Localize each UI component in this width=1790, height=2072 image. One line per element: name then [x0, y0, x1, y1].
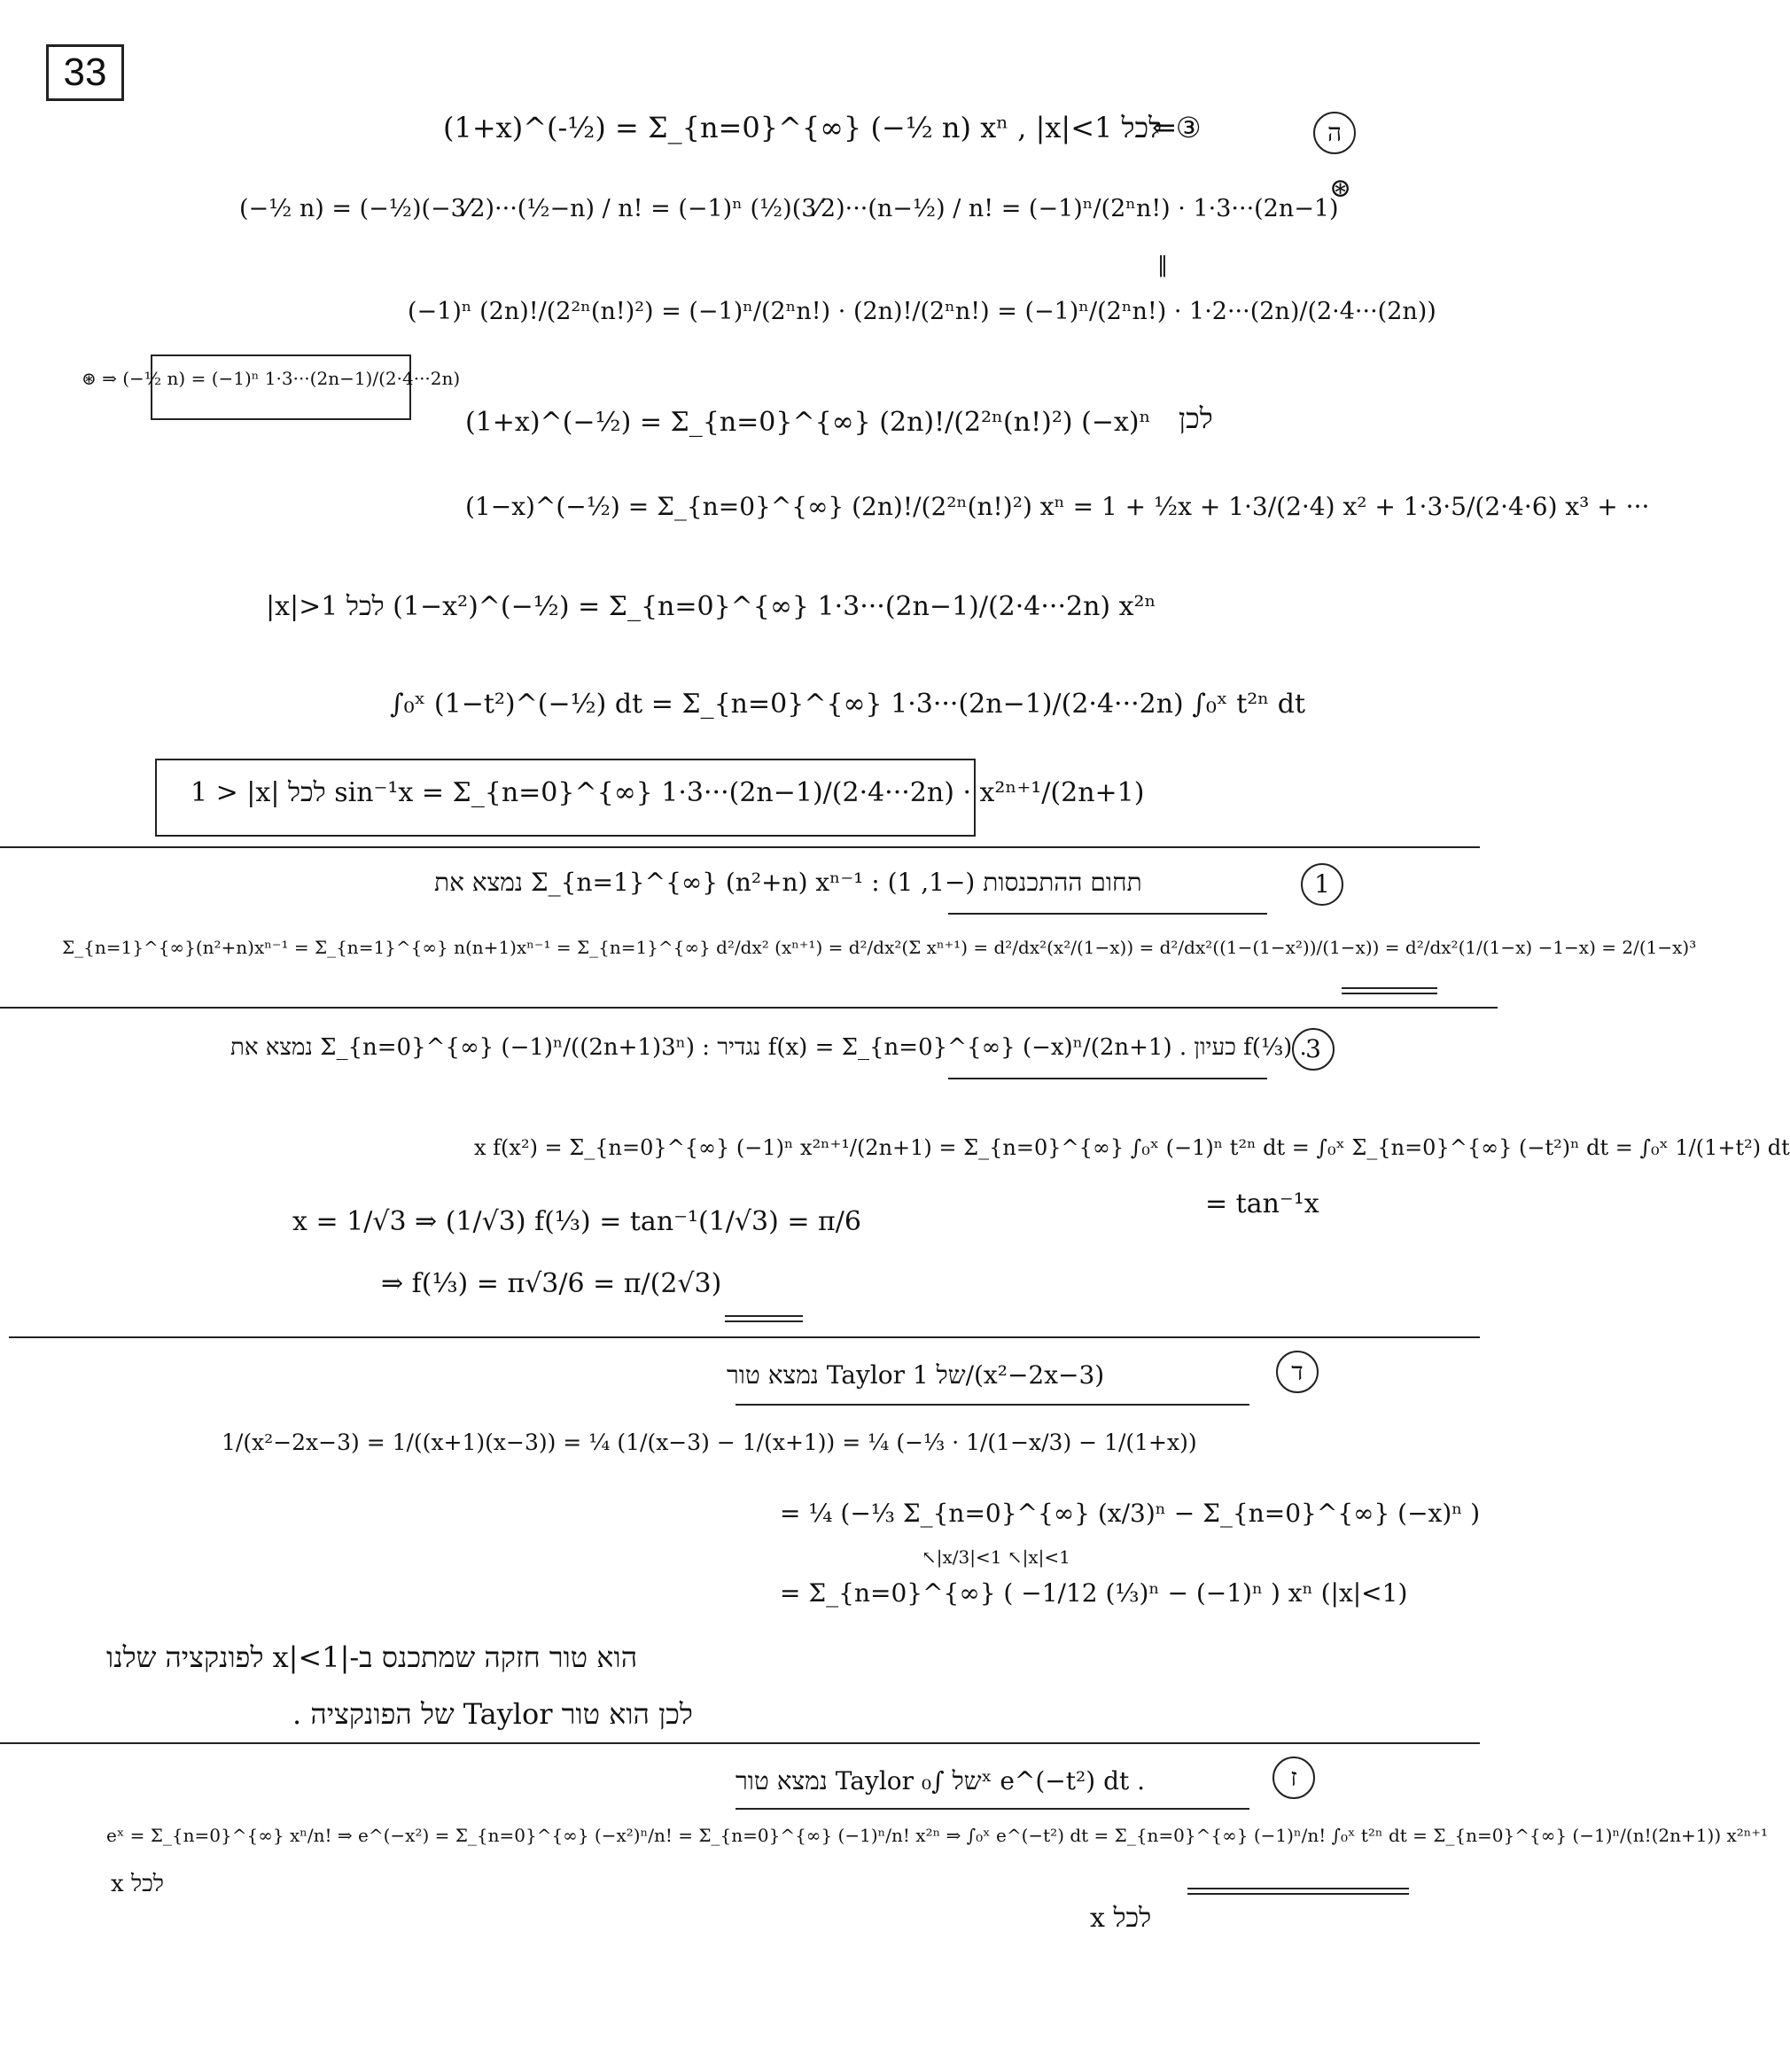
section-3-line-3: ⇒ f(⅓) = π√3/6 = π/(2√3) [381, 1268, 722, 1299]
section-1-result-underline [1342, 987, 1437, 989]
section-1-result-underline-2 [1342, 993, 1437, 994]
divider-4 [0, 1742, 1480, 1744]
section-h-star: ⊛ [1329, 173, 1352, 204]
section-1-line-1: Σ_{n=1}^{∞}(n²+n)xⁿ⁻¹ = Σ_{n=1}^{∞} n(n+1)xⁿ⁻¹ = Σ_{n=1}^{∞} d²/dx² (xⁿ⁺¹) = d²/dx²(Σ xⁿ⁺¹) = d²/dx²(x²/(1−x)) = d²/dx²((1−(1−x²))/(1−x)) = d²/dx²(1/(1−x) −1−x) = 2/(1−x)³ [62, 937, 1697, 958]
sin-inverse-result: 1 > |x| לכל sin⁻¹x = Σ_{n=0}^{∞} 1·3···(2n−1)/(2·4···2n) · x²ⁿ⁺¹/(2n+1) [191, 777, 1145, 808]
section-3-result-underline-2 [725, 1320, 803, 1322]
section-z-result-underline-2 [1187, 1893, 1409, 1895]
section-3-line-1: x f(x²) = Σ_{n=0}^{∞} (−1)ⁿ x²ⁿ⁺¹/(2n+1) = Σ_{n=0}^{∞} ∫₀ˣ (−1)ⁿ t²ⁿ dt = ∫₀ˣ Σ_{n=0}^{∞} (−t²)ⁿ dt = ∫₀ˣ 1/(1+t²) dt [474, 1135, 1790, 1160]
section-1-title: נמצא את Σ_{n=1}^{∞} (n²+n) xⁿ⁻¹ : תחום ההתכנסות (−1, 1) [434, 868, 1142, 897]
section-h-line-6: |x|>1 לכל (1−x²)^(−½) = Σ_{n=0}^{∞} 1·3···(2n−1)/(2·4···2n) x²ⁿ [266, 591, 1156, 622]
divider-3 [9, 1336, 1480, 1338]
section-z-title-underline [735, 1808, 1249, 1810]
section-h-line-2: (−½ n) = (−½)(−3⁄2)···(½−n) / n! = (−1)ⁿ (½)(3⁄2)···(n−½) / n! = (−1)ⁿ/(2ⁿn!) · 1·3···(2n−1) [239, 195, 1339, 222]
divider-2 [0, 1007, 1498, 1009]
section-z-title: נמצא טור Taylor של ∫₀ˣ e^(−t²) dt . [735, 1766, 1146, 1795]
divider-1 [0, 846, 1480, 848]
section-3-label: 3 [1292, 1028, 1335, 1071]
section-z-result-underline [1187, 1888, 1409, 1889]
section-h-line-3: (−1)ⁿ (2n)!/(2²ⁿ(n!)²) = (−1)ⁿ/(2ⁿn!) · (2n)!/(2ⁿn!) = (−1)ⁿ/(2ⁿn!) · 1·2···(2n)/(2·4···(2n)) [408, 298, 1436, 325]
section-z-line-1: eˣ = Σ_{n=0}^{∞} xⁿ/n! ⇒ e^(−x²) = Σ_{n=0}^{∞} (−x²)ⁿ/n! = Σ_{n=0}^{∞} (−1)ⁿ/n! x²ⁿ ⇒ ∫₀ˣ e^(−t²) dt = Σ_{n=0}^{∞} (−1)ⁿ/n! ∫₀ˣ t²ⁿ dt = Σ_{n=0}^{∞} (−1)ⁿ/(n!(2n+1)) x²ⁿ⁺¹ [106, 1825, 1769, 1846]
section-3-result-underline [725, 1315, 803, 1317]
section-3-line-2: x = 1/√3 ⇒ (1/√3) f(⅓) = tan⁻¹(1/√3) = π/6 [292, 1206, 861, 1237]
section-1-title-underline [948, 913, 1267, 915]
section-3-line-1b: = tan⁻¹x [1205, 1188, 1319, 1219]
section-3-title: נמצא את Σ_{n=0}^{∞} (−1)ⁿ/((2n+1)3ⁿ) : נגדיר f(x) = Σ_{n=0}^{∞} (−x)ⁿ/(2n+1) . כעיון f(⅓) . [230, 1034, 1307, 1061]
section-h-line-4-tag: לכן [1179, 401, 1213, 435]
section-1-label: 1 [1301, 863, 1343, 906]
section-d-line-2-notes: ↖|x/3|<1 ↖|x|<1 [922, 1546, 1070, 1568]
star-definition: ⊛ ⇒ (−½ n) = (−1)ⁿ 1·3···(2n−1)/(2·4···2n) [82, 368, 461, 389]
section-h-label: ה [1313, 112, 1356, 154]
section-h-line-7: ∫₀ˣ (1−t²)^(−½) dt = Σ_{n=0}^{∞} 1·3···(2n−1)/(2·4···2n) ∫₀ˣ t²ⁿ dt [390, 689, 1306, 720]
section-z-tag-right: x לכל [1090, 1903, 1152, 1934]
section-z-tag-left: x לכל [111, 1871, 164, 1897]
section-h-line-5: (1−x)^(−½) = Σ_{n=0}^{∞} (2n)!/(2²ⁿ(n!)²) xⁿ = 1 + ½x + 1·3/(2·4) x² + 1·3·5/(2·4·6) x³ + ··· [465, 492, 1650, 521]
section-3-title-underline [948, 1078, 1267, 1079]
section-h-eq-sign: ‖ [1157, 253, 1168, 277]
section-h-arrow: ⇐③ [1152, 111, 1202, 144]
section-d-line-2: = ¼ (−⅓ Σ_{n=0}^{∞} (x/3)ⁿ − Σ_{n=0}^{∞} (−x)ⁿ ) [780, 1499, 1481, 1528]
section-h-line-4: (1+x)^(−½) = Σ_{n=0}^{∞} (2n)!/(2²ⁿ(n!)²) (−x)ⁿ [465, 407, 1151, 438]
section-d-line-3: = Σ_{n=0}^{∞} ( −1/12 (⅓)ⁿ − (−1)ⁿ ) xⁿ (|x|<1) [780, 1578, 1408, 1608]
section-z-label: ז [1272, 1757, 1315, 1799]
section-d-label: ד [1276, 1351, 1319, 1393]
section-d-note-1: הוא טור חזקה שמתכנס ב-|x|<1 לפונקציה שלנו [106, 1640, 638, 1674]
section-d-title-underline [735, 1404, 1249, 1406]
page-number: 33 [46, 44, 124, 101]
section-h-line-1: (1+x)^(-½) = Σ_{n=0}^{∞} (−½ n) xⁿ , |x|<1 לכל [443, 111, 1163, 144]
section-d-title: נמצא טור Taylor של 1/(x²−2x−3) [727, 1360, 1105, 1390]
section-d-note-2: לכן הוא טור Taylor של הפונקציה . [292, 1697, 693, 1731]
section-d-line-1: 1/(x²−2x−3) = 1/((x+1)(x−3)) = ¼ (1/(x−3) − 1/(x+1)) = ¼ (−⅓ · 1/(1−x/3) − 1/(1+x)) [222, 1429, 1197, 1455]
